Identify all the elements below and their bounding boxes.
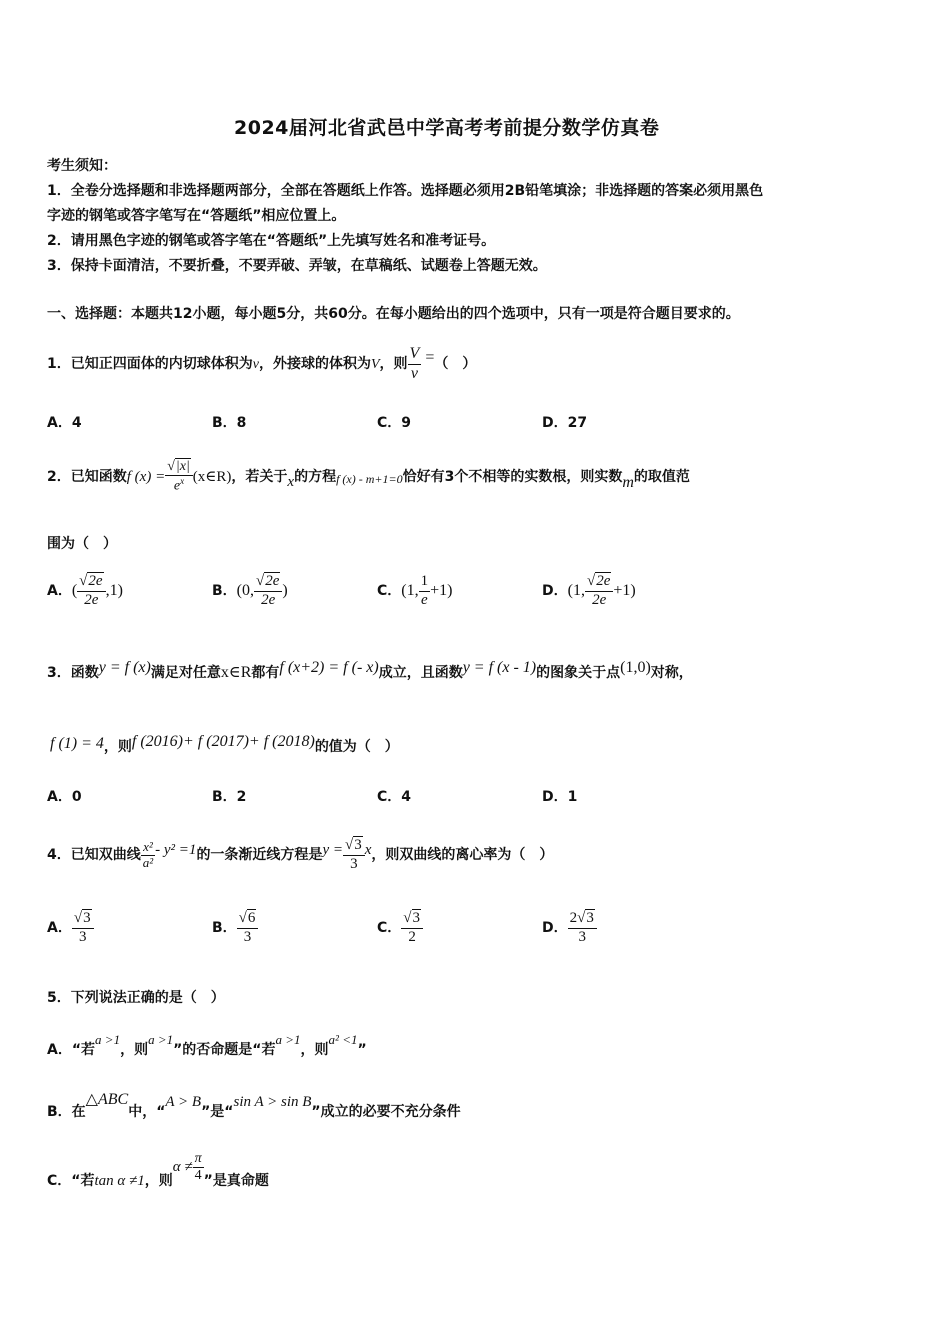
question-5: 5．下列说法正确的是（ ） (47, 990, 225, 1006)
q5-option-b: B．在△ABC中，“A > B”是“sin A > sin B”成立的必要不充分条件 (47, 1091, 461, 1120)
q2-var-m: m (622, 474, 634, 491)
notice-item-1b: 字迹的钢笔或答字笔写在“答题纸”相应位置上。 (47, 208, 346, 224)
q2-var-x: x (287, 474, 295, 490)
q3-f3: y = f (x - 1) (462, 659, 537, 676)
q2-domain: (x∈R) (192, 469, 232, 485)
page-title: 2024届河北省武邑中学高考考前提分数学仿真卷 (234, 117, 660, 139)
q4-text-b: 的一条渐近线方程是 (196, 847, 323, 863)
q4-option-c: C． $\frac{√3}{2}$ (377, 902, 423, 954)
q1-option-a: A．4 (47, 415, 82, 431)
q1-option-b: B．8 (212, 415, 247, 431)
q3-text-c: 都有 (251, 665, 280, 681)
q4-asym-fraction: $\frac{√3}{3}$ (343, 837, 365, 873)
question-2 (47, 446, 690, 514)
q3-f4: f (1) = 4 (50, 735, 104, 752)
q3-text-g: ，则 (103, 739, 132, 755)
q2-text-b: ，若关于 (231, 469, 288, 485)
q3-text-e: 的图象关于点 (536, 665, 621, 681)
q1-paren: （ ） (434, 356, 477, 372)
q3-option-d: D．1 (542, 789, 578, 805)
q2-text-f: 围为（ ） (47, 536, 117, 552)
q3-text-f: 对称， (650, 665, 693, 681)
question-1 (47, 330, 476, 393)
q3-option-b: B．2 (212, 789, 247, 805)
q4-option-d: D． $\frac{2√3}{3}$ (542, 902, 597, 954)
q3-text-a: 3．函数 (47, 665, 99, 681)
notice-item-2: 2．请用黑色字迹的钢笔或答字笔在“答题纸”上先填写姓名和准考证号。 (47, 233, 496, 249)
q1-fraction: $\frac{V}{v}$ (409, 345, 420, 382)
q4-option-b: B． $\frac{√6}{3}$ (212, 902, 258, 954)
q2-option-c: C．(1, $\frac{1}{e}$ +1) (377, 573, 453, 608)
q2-equation: f (x) - m+1=0 (336, 472, 403, 486)
q2-text-e: 的取值范 (633, 469, 690, 485)
q2-fraction: $\frac{√|x|}{e^x}$ (165, 459, 193, 495)
q1-option-c: C．9 (377, 415, 412, 431)
question-3 (47, 650, 693, 691)
q1-text-c: ，则 (379, 356, 408, 372)
q3-option-a: A．0 (47, 789, 82, 805)
q4-asym-lhs: y = (322, 842, 343, 858)
question-4 (47, 820, 553, 885)
q3-f5: f (2016)+ f (2017)+ f (2018) (131, 733, 315, 750)
q4-asym-x: x (364, 842, 372, 858)
q3-f2: f (x+2) = f (- x) (279, 659, 379, 676)
q5-option-c: C．“若tan α ≠1，则α ≠ $\frac{\pi}{4}$ ”是真命题 (47, 1150, 269, 1189)
q1-option-d: D．27 (542, 415, 588, 431)
q4-rest: - y² =1 (155, 842, 197, 858)
q3-f1: y = f (x) (98, 659, 151, 676)
q1-equals: = (425, 349, 435, 366)
q4-text-c: ，则双曲线的离心率为（ ） (371, 847, 554, 863)
notice-item-1a: 1．全卷分选择题和非选择题两部分，全部在答题纸上作答。选择题必须用2B铅笔填涂；非选择题的答案必须用黑色 (47, 183, 764, 199)
q3-text-h: 的值为（ ） (314, 739, 399, 755)
q2-text-d: 恰好有3个不相等的实数根，则实数 (402, 469, 623, 485)
q1-text-a: 1．已知正四面体的内切球体积为 (47, 356, 253, 372)
q2-option-a: A．( $\frac{√2e}{2e}$ ,1) (47, 573, 123, 608)
q1-var-V: V (370, 357, 380, 372)
q2-text-a: 2．已知函数 (47, 469, 127, 485)
q2-text-c: 的方程 (294, 469, 337, 485)
q2-option-d: D．(1, $\frac{√2e}{2e}$ +1) (542, 573, 636, 608)
q1-text-b: ，外接球的体积为 (258, 356, 371, 372)
q4-text-a: 4．已知双曲线 (47, 847, 141, 863)
question-3-line-2 (50, 724, 399, 765)
q3-cond: x∈R (220, 664, 252, 681)
notice-heading: 考生须知： (47, 158, 117, 174)
q3-point: (1,0) (620, 659, 651, 676)
q5-option-a: A．“若a >1，则a >1”的否命题是“若a >1，则a² <1” (47, 1032, 367, 1058)
notice-item-3: 3．保持卡面清洁，不要折叠，不要弄破、弄皱，在草稿纸、试题卷上答题无效。 (47, 258, 547, 274)
q3-option-c: C．4 (377, 789, 412, 805)
q4-fraction: $\frac{\text{x²}}{\text{a²}}$ (142, 838, 154, 870)
q3-text-b: 满足对任意 (150, 665, 221, 681)
q2-option-b: B．(0, $\frac{√2e}{2e}$ ) (212, 573, 288, 608)
q4-option-a: A． $\frac{√3}{3}$ (47, 902, 94, 954)
q3-text-d: 成立，且函数 (378, 665, 463, 681)
section-heading: 一、选择题：本题共12小题，每小题5分，共60分。在每小题给出的四个选项中，只有一项是符合题目要求的。 (47, 306, 740, 322)
q2-fx: f (x) = (126, 469, 166, 485)
q1-var-v: v (252, 357, 259, 372)
